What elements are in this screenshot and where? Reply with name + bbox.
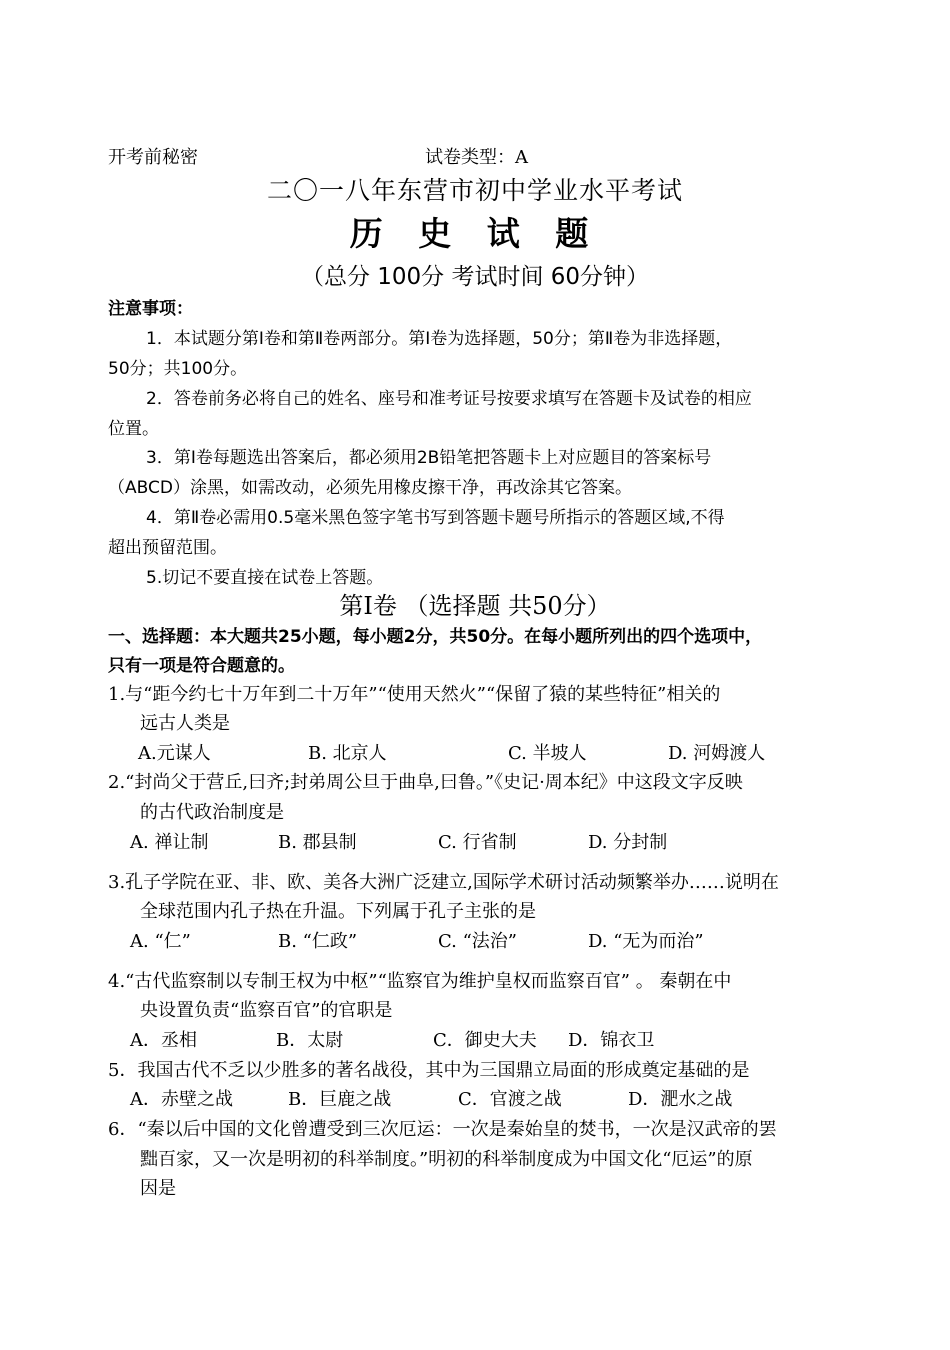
- question-2-option-a: A. 禅让制: [130, 832, 209, 853]
- note-4-line-2: 超出预留范围。: [108, 538, 227, 558]
- section-1-heading: 第Ⅰ卷 （选择题 共50分）: [339, 592, 611, 620]
- question-3-option-b: B. “仁政”: [278, 931, 358, 952]
- notes-heading: 注意事项：: [108, 299, 193, 319]
- question-5-option-c: C．官渡之战: [458, 1089, 562, 1110]
- question-1-option-b: B. 北京人: [308, 743, 387, 764]
- question-1-option-a: A.元谋人: [138, 743, 211, 764]
- paper-type-label: 试卷类型：A: [425, 147, 528, 168]
- question-4-option-c: C．御史大夫: [433, 1030, 537, 1051]
- subject-title: 历 史 试 题: [349, 214, 601, 253]
- question-1-line-1: 1.与“距今约七十万年到二十万年”“使用天然火”“保留了猿的某些特征”相关的: [108, 684, 721, 705]
- question-3-line-2: 全球范围内孔子热在升温。下列属于孔子主张的是: [140, 901, 536, 922]
- question-5-option-b: B．巨鹿之战: [288, 1089, 392, 1110]
- note-2-line-1: 2．答卷前务必将自己的姓名、座号和准考证号按要求填写在答题卡及试卷的相应: [146, 389, 752, 409]
- question-5-option-a: A．赤壁之战: [130, 1089, 233, 1110]
- question-4-option-b: B．太尉: [276, 1030, 344, 1051]
- question-2-line-1: 2.“封尚父于营丘,曰齐;封弟周公旦于曲阜,曰鲁。”《史记·周本纪》中这段文字反映: [108, 772, 743, 793]
- note-1-line-2: 50分；共100分。: [108, 359, 248, 379]
- note-3-line-1: 3．第Ⅰ卷每题选出答案后，都必须用2B铅笔把答题卡上对应题目的答案标号: [146, 448, 712, 468]
- question-3-option-a: A. “仁”: [130, 931, 191, 952]
- section-1-intro-line-1: 一、选择题：本大题共25小题，每小题2分，共50分。在每小题所列出的四个选项中，: [108, 627, 763, 647]
- question-2-line-2: 的古代政治制度是: [140, 802, 284, 823]
- question-2-option-d: D. 分封制: [588, 832, 668, 853]
- section-1-intro-line-2: 只有一项是符合题意的。: [108, 656, 295, 676]
- question-2-option-c: C. 行省制: [438, 832, 517, 853]
- note-4-line-1: 4．第Ⅱ卷必需用0.5毫米黑色签字笔书写到答题卡题号所指示的答题区域,不得: [146, 508, 725, 528]
- question-4-line-2: 央设置负责“监察百官”的官职是: [140, 1000, 393, 1021]
- question-4-option-a: A．丞相: [130, 1030, 197, 1051]
- question-4-option-d: D．锦衣卫: [568, 1030, 655, 1051]
- confidential-label: 开考前秘密: [108, 147, 198, 168]
- question-4-line-1: 4.“古代监察制以专制王权为中枢”“监察官为维护皇权而监察百官” 。 秦朝在中: [108, 971, 732, 992]
- question-3-option-d: D. “无为而治”: [588, 931, 704, 952]
- question-1-option-d: D. 河姆渡人: [668, 743, 766, 764]
- question-6-line-1: 6．“秦以后中国的文化曾遭受到三次厄运：一次是秦始皇的焚书，一次是汉武帝的罢: [108, 1119, 777, 1140]
- note-2-line-2: 位置。: [108, 419, 159, 439]
- question-1-line-2: 远古人类是: [140, 713, 230, 734]
- question-5-line-1: 5．我国古代不乏以少胜多的著名战役，其中为三国鼎立局面的形成奠定基础的是: [108, 1060, 750, 1081]
- question-5-option-d: D．淝水之战: [628, 1089, 733, 1110]
- note-5: 5.切记不要直接在试卷上答题。: [146, 568, 384, 588]
- question-1-option-c: C. 半坡人: [508, 743, 587, 764]
- exam-info: （总分 100分 考试时间 60分钟）: [300, 264, 650, 290]
- question-6-line-2: 黜百家，又一次是明初的科举制度。”明初的科举制度成为中国文化“厄运”的原: [140, 1149, 753, 1170]
- exam-title: 二〇一八年东营市初中学业水平考试: [266, 176, 683, 205]
- question-3-line-1: 3.孔子学院在亚、非、欧、美各大洲广泛建立,国际学术研讨活动频繁举办……说明在: [108, 872, 779, 893]
- question-2-option-b: B. 郡县制: [278, 832, 357, 853]
- question-6-line-3: 因是: [140, 1178, 176, 1199]
- note-1-line-1: 1．本试题分第Ⅰ卷和第Ⅱ卷两部分。第Ⅰ卷为选择题，50分；第Ⅱ卷为非选择题，: [146, 329, 733, 349]
- question-3-option-c: C. “法治”: [438, 931, 517, 952]
- note-3-line-2: （ABCD）涂黑，如需改动，必须先用橡皮擦干净，再改涂其它答案。: [108, 478, 632, 498]
